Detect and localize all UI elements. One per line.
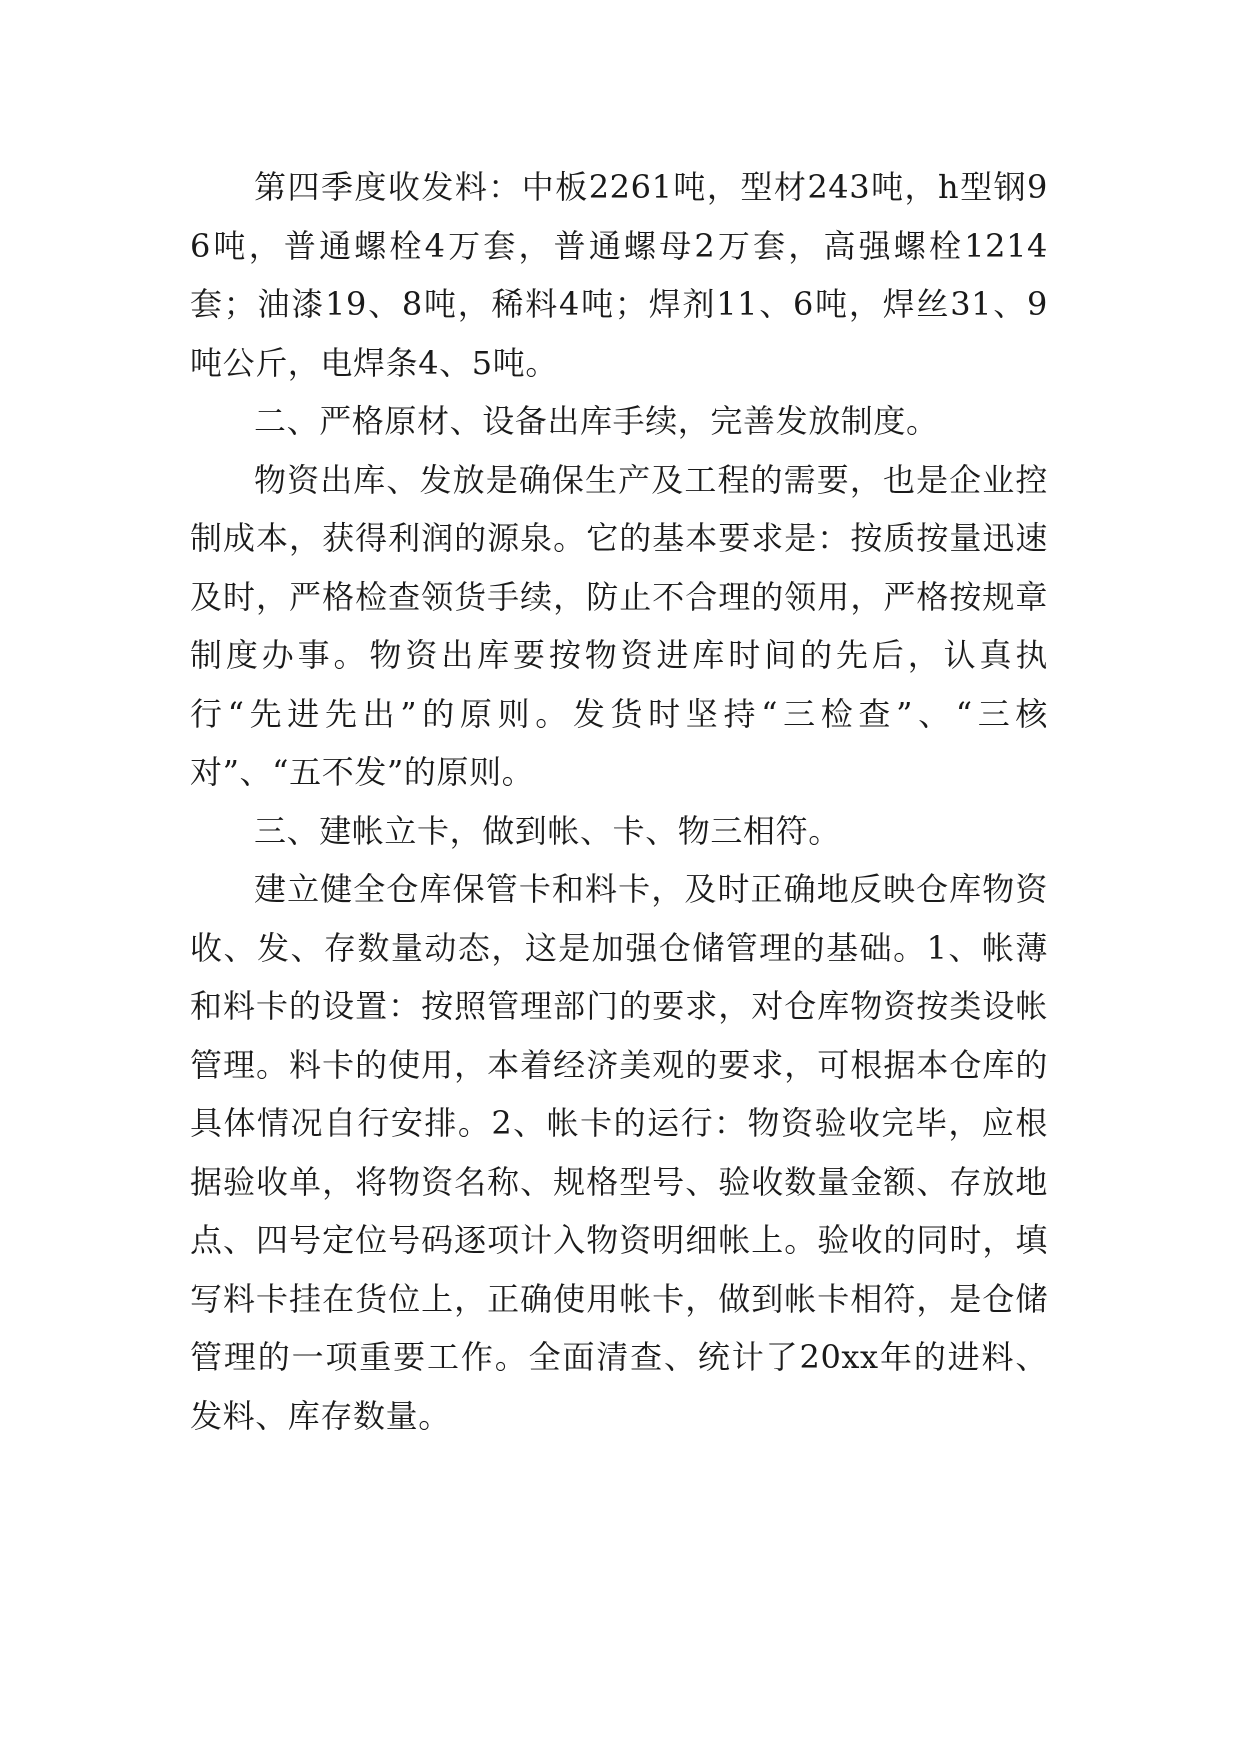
paragraph-ledger-cards: 建立健全仓库保管卡和料卡，及时正确地反映仓库物资收、发、存数量动态，这是加强仓储管理的基础。1、帐薄和料卡的设置：按照管理部门的要求，对仓库物资按类设帐管理。料卡的使用，本着经济美观的要求，可根据本仓库的具体情况自行安排。2、帐卡的运行：物资验收完毕，应根据验收单，将物资名称、规格型号、验收数量金额、存放地点、四号定位号码逐项计入物资明细帐上。验收的同时，填写料卡挂在货位上，正确使用帐卡，做到帐卡相符，是仓储管理的一项重要工作。全面清查、统计了20xx年的进料、发料、库存数量。: [190, 870, 1048, 1435]
heading-section-two: 二、严格原材、设备出库手续，完善发放制度。: [254, 402, 939, 440]
document-body: [190, 158, 1048, 1445]
heading-section-three: 三、建帐立卡，做到帐、卡、物三相符。: [254, 811, 841, 850]
paragraph-q4-materials: 第四季度收发料：中板2261吨，型材243吨，h型钢96吨，普通螺栓4万套，普通螺母2万套，高强螺栓1214套；油漆19、8吨，稀料4吨；焊剂11、6吨，焊丝31、9吨公斤，电焊条4、5吨。: [190, 168, 1048, 382]
paragraph-outbound-requirements: 物资出库、发放是确保生产及工程的需要，也是企业控制成本，获得利润的源泉。它的基本要求是：按质按量迅速及时，严格检查领货手续，防止不合理的领用，严格按规章制度办事。物资出库要按物资进库时间的先后，认真执行“先进先出”的原则。发货时坚持“三检查”、“三核对”、“五不发”的原则。: [190, 460, 1048, 791]
